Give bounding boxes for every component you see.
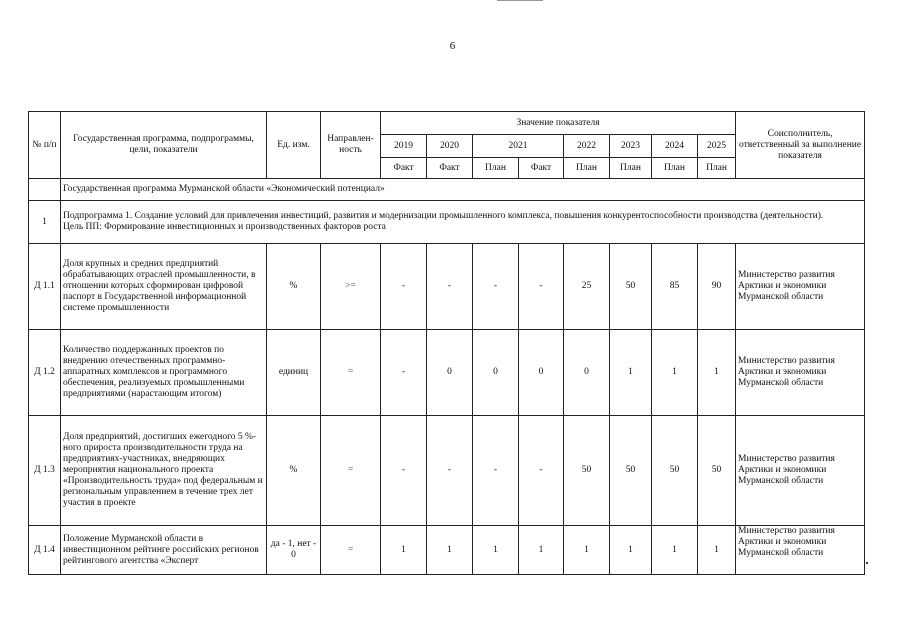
row-value: -: [519, 416, 564, 526]
row-indicator-name: Количество поддержанных проектов по внедрению отечественных программно-аппаратных комплексов и программного обеспечения, реализуемых промышленными предприятиями (нарастающим итогом): [61, 330, 267, 416]
program-title: Государственная программа Мурманской области «Экономический потенциал»: [61, 179, 865, 201]
header-type: Факт: [381, 158, 427, 179]
table-row: [29, 416, 865, 526]
header-type: Факт: [427, 158, 473, 179]
row-number: Д 1.3: [29, 416, 61, 526]
header-type: План: [473, 158, 519, 179]
header-type: План: [564, 158, 610, 179]
row-direction: =: [321, 416, 381, 526]
row-value: 0: [427, 330, 473, 416]
row-indicator-name: Доля крупных и средних предприятий обрабатывающих отраслей промышленности, в отношении которых сформирован цифровой паспорт в Государственной информационной системе промышленности: [61, 244, 267, 330]
row-responsible: Министерство развития Арктики и экономики Мурманской области: [736, 526, 865, 575]
row-responsible: Министерство развития Арктики и экономики Мурманской области: [736, 244, 865, 330]
table-row: [29, 526, 865, 575]
row-indicator-name: Положение Мурманской области в инвестиционном рейтинге российских регионов рейтингового агентства «Эксперт: [61, 526, 267, 575]
row-value: 50: [698, 416, 736, 526]
scan-dot: [866, 562, 868, 564]
row-value: -: [381, 416, 427, 526]
subprogram-row: [29, 201, 865, 244]
header-year: 2024: [652, 135, 698, 158]
row-value: -: [381, 244, 427, 330]
subprogram-title: Подпрограмма 1. Создание условий для привлечения инвестиций, развития и модернизации промышленного комплекса, повышения конкурентоспособности производства (деятельности).: [63, 211, 824, 221]
header-type: План: [652, 158, 698, 179]
header-year: 2021: [473, 135, 564, 158]
header-type: Факт: [519, 158, 564, 179]
row-value: 0: [564, 330, 610, 416]
row-value: -: [519, 244, 564, 330]
header-program: Государственная программа, подпрограммы, цели, показатели: [61, 112, 267, 179]
subprogram-goal: Цель ПП: Формирование инвестиционных и производственных факторов роста: [63, 222, 386, 232]
row-value: 1: [652, 330, 698, 416]
row-value: 1: [473, 526, 519, 575]
row-unit: %: [267, 416, 321, 526]
indicators-table: [28, 111, 865, 575]
row-direction: >=: [321, 244, 381, 330]
header-type: План: [610, 158, 652, 179]
row-value: 1: [381, 526, 427, 575]
header-responsible: Соисполнитель, ответственный за выполнение показателя: [736, 112, 865, 179]
header-row-1: [29, 112, 865, 135]
row-value: -: [427, 416, 473, 526]
row-value: 1: [519, 526, 564, 575]
header-unit: Ед. изм.: [267, 112, 321, 179]
row-value: 1: [698, 526, 736, 575]
row-number: Д 1.2: [29, 330, 61, 416]
header-year: 2023: [610, 135, 652, 158]
row-value: -: [381, 330, 427, 416]
subprogram-no: 1: [29, 201, 61, 244]
row-responsible: Министерство развития Арктики и экономики Мурманской области: [736, 330, 865, 416]
row-value: 90: [698, 244, 736, 330]
table-row: [29, 330, 865, 416]
row-value: 0: [473, 330, 519, 416]
program-row: [29, 179, 865, 201]
row-direction: =: [321, 526, 381, 575]
row-value: 50: [610, 244, 652, 330]
row-responsible: Министерство развития Арктики и экономики Мурманской области: [736, 416, 865, 526]
page-number: 6: [449, 40, 456, 52]
row-unit: да - 1, нет - 0: [267, 526, 321, 575]
row-value: 50: [652, 416, 698, 526]
row-value: 50: [564, 416, 610, 526]
row-value: -: [427, 244, 473, 330]
header-year: 2020: [427, 135, 473, 158]
table-row: [29, 244, 865, 330]
row-value: 0: [519, 330, 564, 416]
header-direction: Направлен-ность: [321, 112, 381, 179]
row-value: -: [473, 416, 519, 526]
header-no: № п/п: [29, 112, 61, 179]
header-value-group: Значение показателя: [381, 112, 736, 135]
header-year: 2019: [381, 135, 427, 158]
subprogram-text: [61, 201, 865, 244]
row-value: -: [473, 244, 519, 330]
header-type: План: [698, 158, 736, 179]
row-indicator-name: Доля предприятий, достигших ежегодного 5 %-ного прироста производительности труда на предприятиях-участниках, внедряющих мероприятия национального проекта «Производительность труда» под федеральным и региональным управлением в течение трех лет участия в проекте: [61, 416, 267, 526]
row-value: 85: [652, 244, 698, 330]
row-value: 1: [610, 526, 652, 575]
header-year: 2025: [698, 135, 736, 158]
header-year: 2022: [564, 135, 610, 158]
row-value: 1: [564, 526, 610, 575]
row-value: 1: [652, 526, 698, 575]
row-value: 50: [610, 416, 652, 526]
row-unit: %: [267, 244, 321, 330]
row-number: Д 1.4: [29, 526, 61, 575]
row-unit: единиц: [267, 330, 321, 416]
row-value: 1: [610, 330, 652, 416]
top-scan-mark: [497, 0, 543, 1]
row-value: 1: [427, 526, 473, 575]
row-value: 25: [564, 244, 610, 330]
row-number: Д 1.1: [29, 244, 61, 330]
row-direction: =: [321, 330, 381, 416]
row-value: 1: [698, 330, 736, 416]
